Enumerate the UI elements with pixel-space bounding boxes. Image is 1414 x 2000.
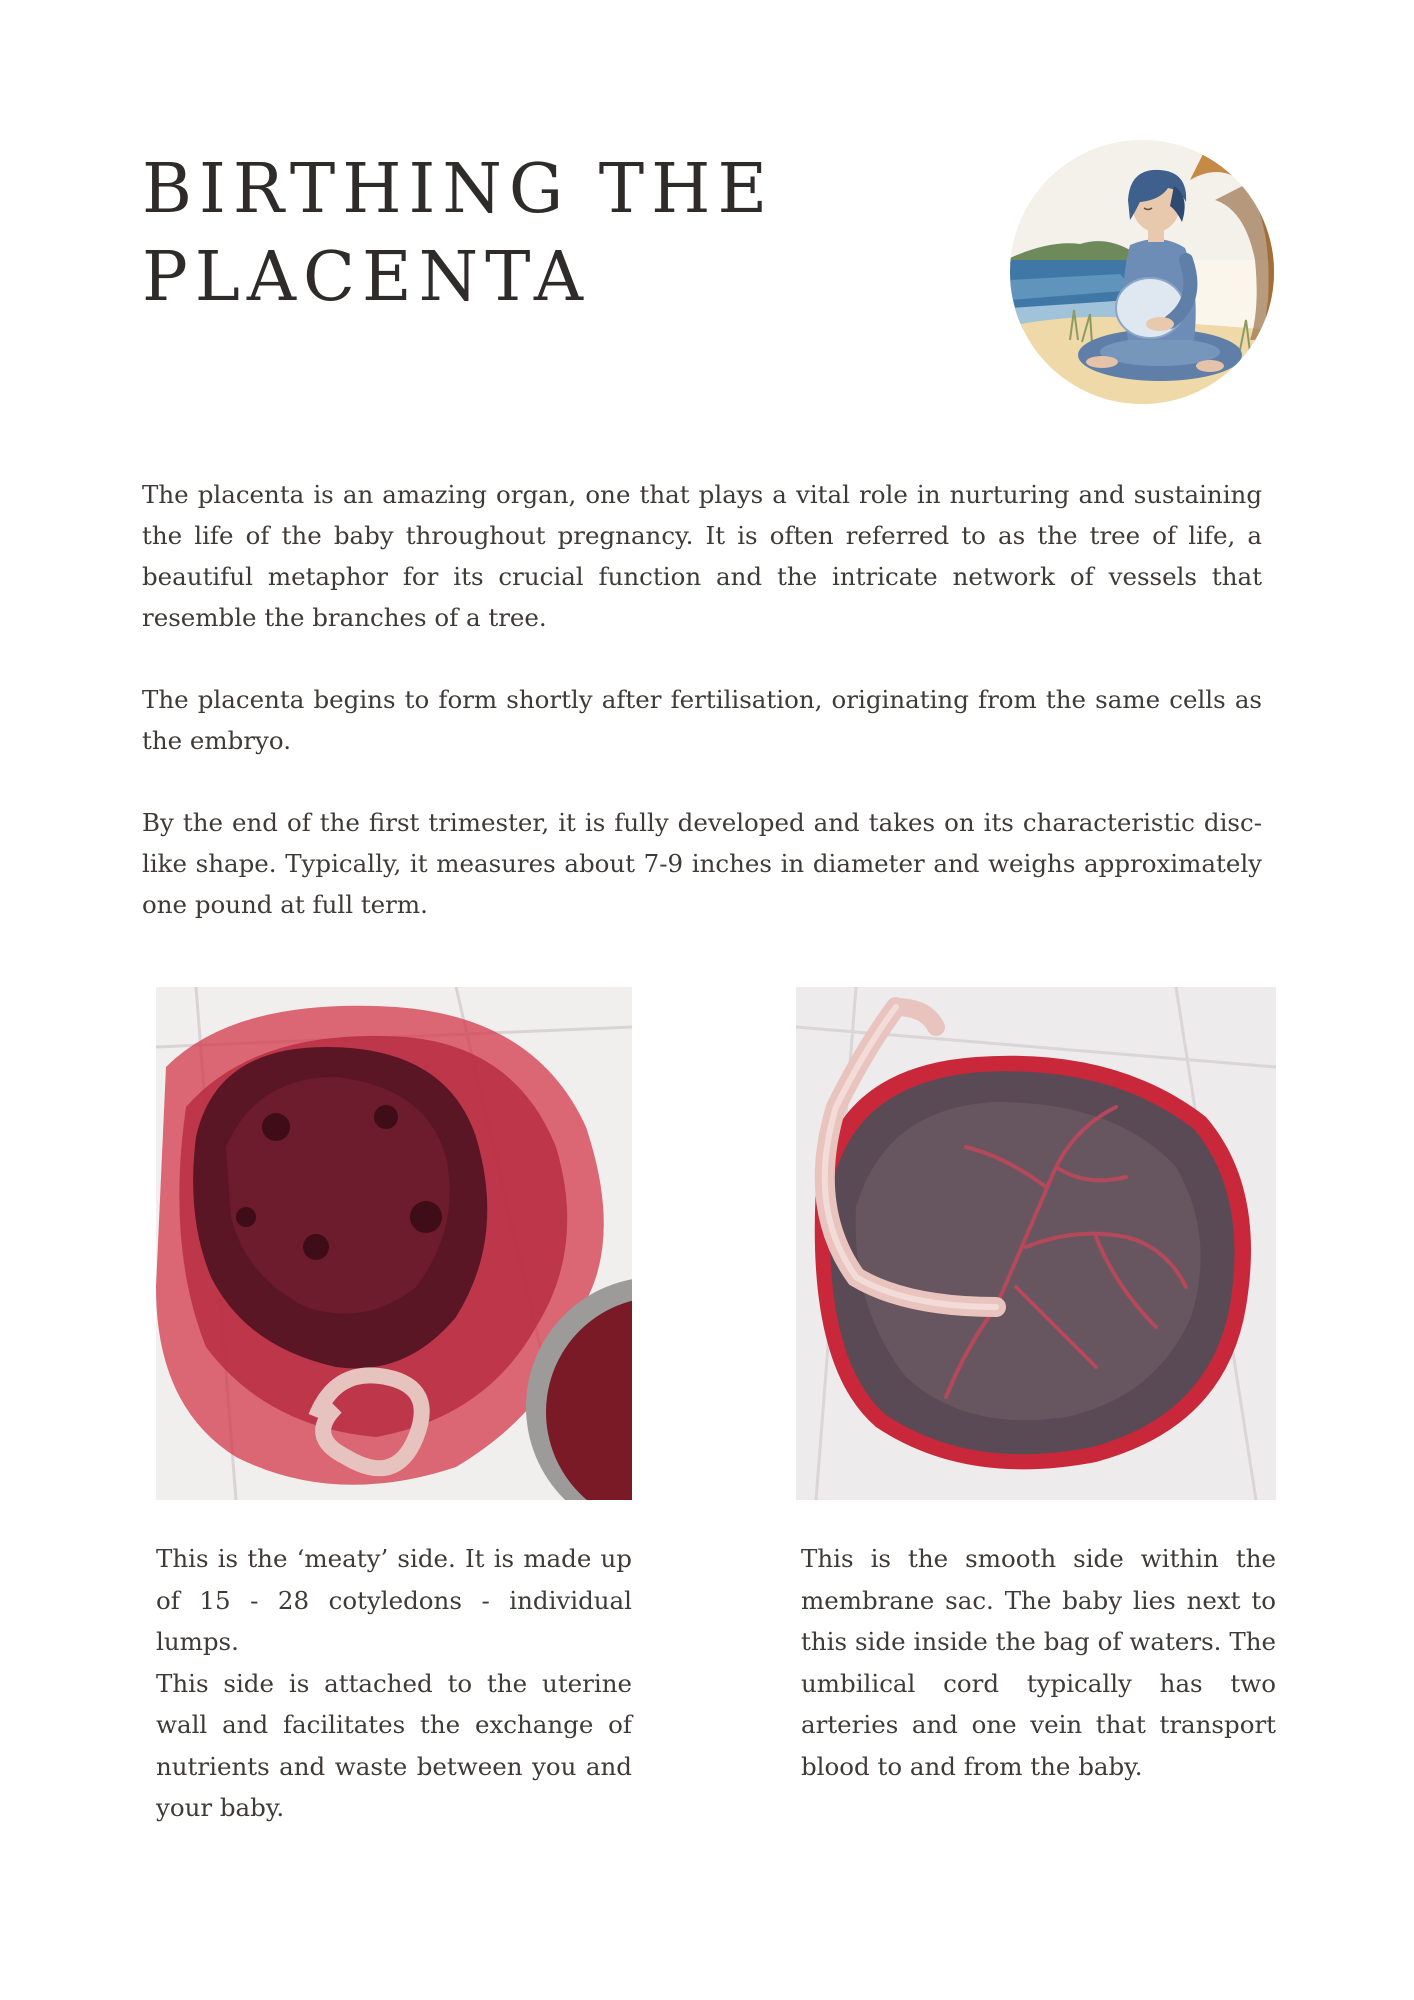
caption-maternal-side-line-2: This side is attached to the uterine wall and facilitates the exchange of nutrients and waste between you and your baby. <box>156 1668 632 1822</box>
fetal-side-svg <box>796 987 1276 1500</box>
intro-paragraph-3: By the end of the first trimester, it is fully developed and takes on its characteristic disc-like shape. Typically, it measures about 7-9 inches in diameter and weighs approximately one pound at full term. <box>142 808 1262 919</box>
page-title-line-2: PLACENTA <box>142 238 590 317</box>
page-title <box>142 146 774 322</box>
caption-maternal-side <box>156 1538 632 1829</box>
caption-maternal-side-line-1: This is the ‘meaty’ side. It is made up of 15 - 28 cotyledons - individual lumps. <box>156 1544 632 1656</box>
caption-fetal-side: This is the smooth side within the membrane sac. The baby lies next to this side inside the bag of waters. The umbilical cord typically has two arteries and one vein that transport blood to and from the baby. <box>801 1544 1276 1781</box>
placenta-maternal-side-photo-icon <box>156 987 632 1500</box>
intro-paragraph-2: The placenta begins to form shortly after fertilisation, originating from the same cells as the embryo. <box>142 685 1262 755</box>
pregnant-woman-svg <box>1010 140 1274 404</box>
maternal-side-svg <box>156 987 632 1500</box>
page-title-line-1: BIRTHING THE <box>142 150 775 229</box>
placenta-fetal-side-photo-icon <box>796 987 1276 1500</box>
intro-text <box>142 474 1262 966</box>
pregnant-woman-illustration-icon <box>1010 140 1274 404</box>
intro-paragraph-1: The placenta is an amazing organ, one that plays a vital role in nurturing and sustaining the life of the baby throughout pregnancy. It is often referred to as the tree of life, a beautiful metaphor for its crucial function and the intricate network of vessels that resemble the branches of a tree. <box>142 480 1262 632</box>
